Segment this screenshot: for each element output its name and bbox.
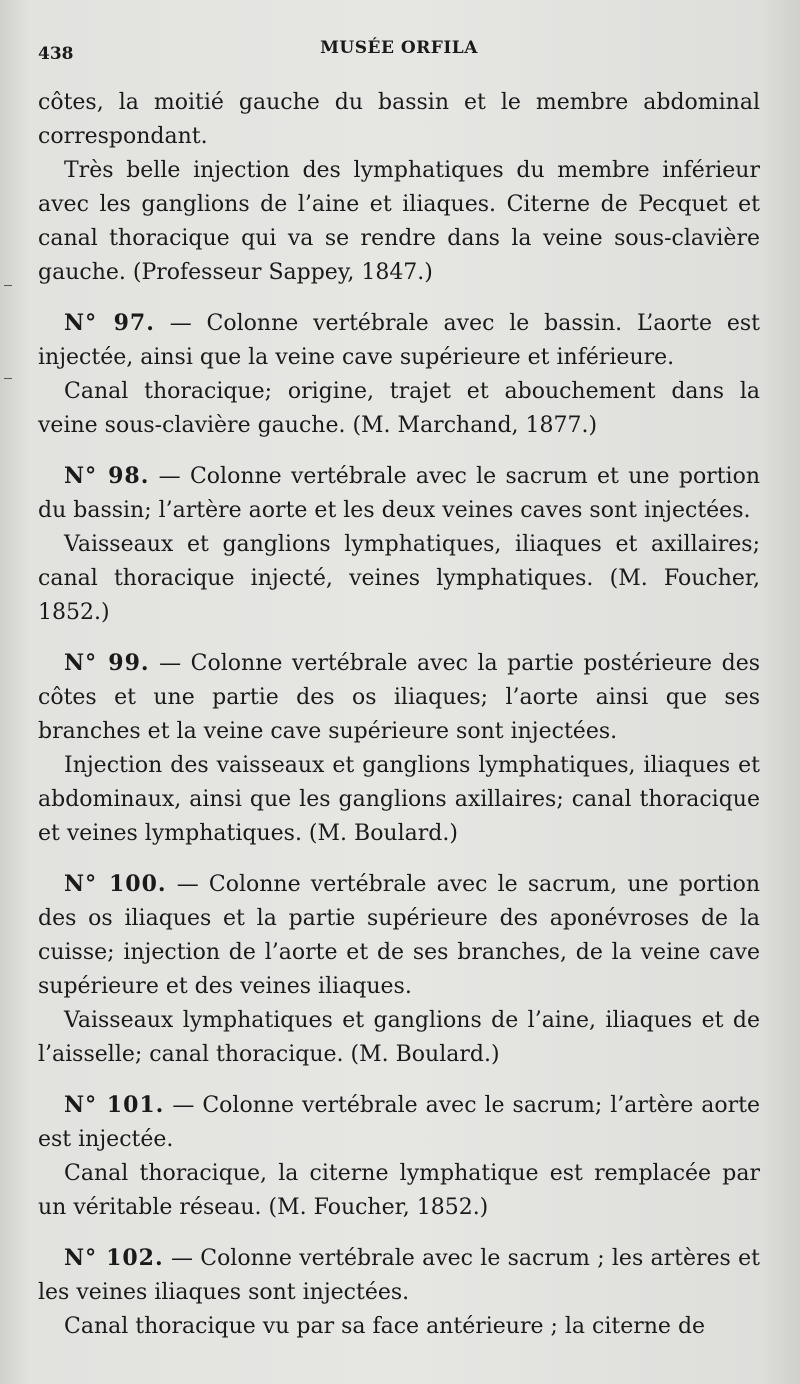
- paragraph: Vaisseaux et ganglions lymphatiques, iliaques et axillaires; canal thoracique injecté, veines lymphatiques. (M. Foucher, 1852.): [38, 532, 760, 625]
- paragraph: Canal thoracique vu par sa face antérieure ; la citerne de: [64, 1314, 706, 1339]
- entry-number: N° 99.: [64, 650, 150, 676]
- margin-mark: [4, 285, 12, 286]
- catalog-entry: N° 97. — Colonne vertébrale avec le bassin. L’aorte est injectée, ainsi que la veine cave supérieure et inférieure.: [38, 310, 760, 370]
- paragraph-continuation: côtes, la moitié gauche du bassin et le membre abdominal correspondant.: [38, 90, 760, 149]
- catalog-entry: N° 99. — Colonne vertébrale avec la partie postérieure des côtes et une partie des os iliaques; l’aorte ainsi que ses branches et la veine cave supérieure sont injectées.: [38, 650, 760, 744]
- paragraph: Canal thoracique, la citerne lymphatique est remplacée par un véritable réseau. (M. Foucher, 1852.): [38, 1161, 760, 1220]
- paragraph: Injection des vaisseaux et ganglions lymphatiques, iliaques et abdominaux, ainsi que les ganglions axillaires; canal thoracique et veines lymphatiques. (M. Boulard.): [38, 753, 760, 846]
- paragraph: Très belle injection des lymphatiques du membre inférieur avec les ganglions de l’aine et iliaques. Citerne de Pecquet et canal thoracique qui va se rendre dans la veine sous-clavière gauche. (Professeur Sappey, 1847.): [38, 158, 760, 285]
- catalog-entry: N° 100. — Colonne vertébrale avec le sacrum, une portion des os iliaques et la partie supérieure des aponévroses de la cuisse; injection de l’aorte et de ses branches, de la veine cave supérieure et des veines iliaques.: [38, 871, 760, 999]
- paragraph: Vaisseaux lymphatiques et ganglions de l’aine, iliaques et de l’aisselle; canal thoracique. (M. Boulard.): [38, 1008, 760, 1067]
- catalog-entry: N° 98. — Colonne vertébrale avec le sacrum et une portion du bassin; l’artère aorte et les deux veines caves sont injectées.: [38, 463, 760, 523]
- entry-number: N° 97.: [64, 310, 155, 336]
- paragraph: Canal thoracique; origine, trajet et abouchement dans la veine sous-clavière gauche. (M. Marchand, 1877.): [38, 379, 760, 438]
- entry-number: N° 100.: [64, 871, 167, 897]
- page-header: [38, 36, 760, 66]
- body-text: [38, 86, 760, 1344]
- entry-number: N° 98.: [64, 463, 150, 489]
- entry-number: N° 101.: [64, 1092, 165, 1118]
- entry-number: N° 102.: [64, 1245, 164, 1271]
- catalog-entry: N° 101. — Colonne vertébrale avec le sacrum; l’artère aorte est injectée.: [38, 1092, 761, 1152]
- margin-mark: [4, 378, 12, 379]
- catalog-entry: N° 102. — Colonne vertébrale avec le sacrum ; les artères et les veines iliaques sont injectées.: [38, 1245, 760, 1305]
- page-number: 438: [38, 44, 74, 64]
- running-title: MUSÉE ORFILA: [320, 38, 478, 58]
